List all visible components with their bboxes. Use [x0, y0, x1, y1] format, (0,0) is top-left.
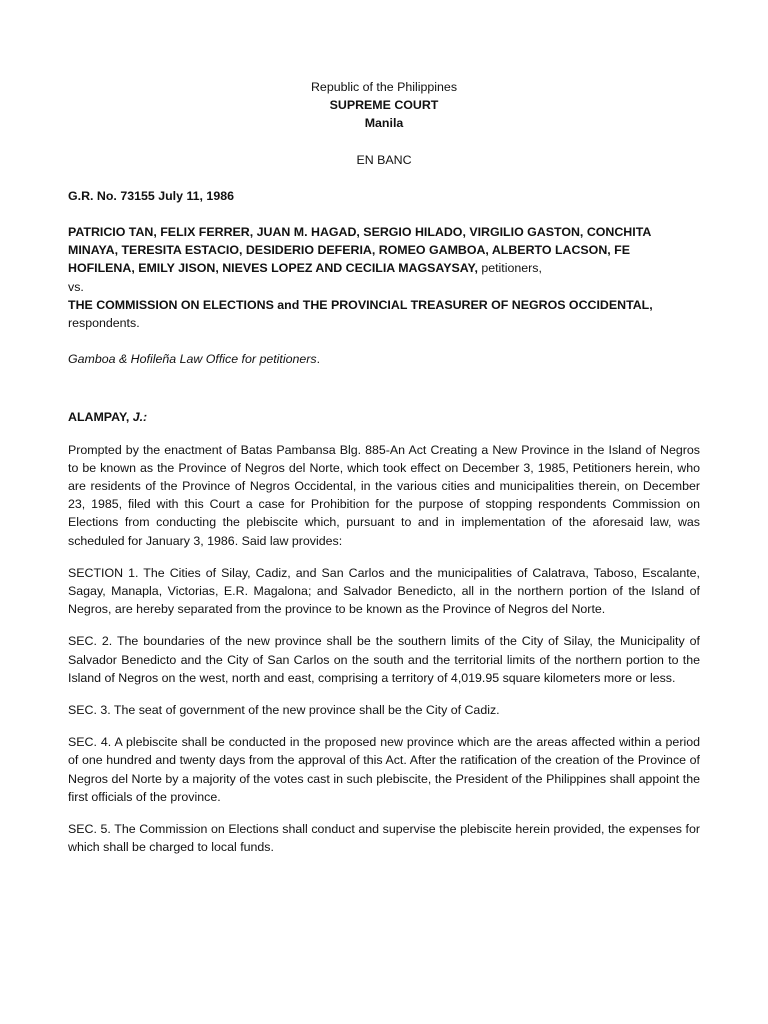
ponente-name: ALAMPAY, [68, 410, 133, 425]
petitioners-names: PATRICIO TAN, FELIX FERRER, JUAN M. HAGAD, SERGIO HILADO, VIRGILIO GASTON, CONCHITA MINAYA, TERESITA ESTACIO, DESIDERIO DEFERIA, ROMEO GAMBOA, ALBERTO LACSON, FE HOFILENA, EMILY JISON, NIEVES LOPEZ AND CECILIA MAGSAYSAY, [68, 225, 651, 276]
section-1: SECTION 1. The Cities of Silay, Cadiz, and San Carlos and the municipalities of Calatrava, Taboso, Escalante, Sagay, Manapla, Victorias, E.R. Magalona; and Salvador Benedicto, all in the northern portion of the Island of Negros, are hereby separated from the province to be known as the Province of Negros del Norte. [68, 565, 700, 617]
court-heading: SUPREME COURT [329, 98, 439, 113]
section-2: SEC. 2. The boundaries of the new province shall be the southern limits of the City of Silay, the Municipality of Salvador Benedicto and the City of San Carlos on the south and the territorial limits of the northern portion to the Island of Negros on the west, north and east, comprising a territory of 4,019.95 square kilometers more or less. [68, 634, 700, 685]
intro-paragraph: Prompted by the enactment of Batas Pambansa Blg. 885-An Act Creating a New Province in the Island of Negros to be known as the Province of Negros del Norte, which took effect on December 3, 1985, Petitioners herein, who are residents of the Province of Negros Occidental, in the various cities and municipalities therein, on December 23, 1985, filed with this Court a case for Prohibition for the purpose of stopping respondents Commission on Elections from conducting the plebiscite which, pursuant to and in implementation of the aforesaid law, was scheduled for January 3, 1986. Said law provides: [68, 442, 700, 548]
division-heading: EN BANC [356, 152, 412, 167]
counsel-name: Gamboa & Hofileña Law Office for petitioners [68, 352, 317, 367]
document-page [68, 78, 700, 871]
counsel-line [68, 350, 700, 368]
case-number: G.R. No. 73155 July 11, 1986 [68, 188, 234, 203]
city-heading: Manila [364, 116, 404, 131]
versus-label: vs. [68, 279, 84, 294]
respondents-names: THE COMMISSION ON ELECTIONS and THE PROVINCIAL TREASURER OF NEGROS OCCIDENTAL, [68, 297, 653, 312]
section-3: SEC. 3. The seat of government of the new province shall be the City of Cadiz. [68, 703, 500, 718]
respondents-role: respondents. [68, 316, 140, 331]
respondents-block [68, 296, 700, 332]
petitioners-block [68, 223, 700, 278]
ponente-suffix: J.: [132, 410, 148, 425]
republic-heading: Republic of the Philippines [310, 80, 458, 94]
section-5: SEC. 5. The Commission on Elections shall conduct and supervise the plebiscite herein provided, the expenses for which shall be charged to local funds. [68, 822, 700, 855]
ponente [68, 408, 700, 426]
petitioners-role: petitioners, [477, 261, 542, 276]
counsel-end: . [316, 352, 321, 367]
section-4: SEC. 4. A plebiscite shall be conducted in the proposed new province which are the areas affected within a period of one hundred and twenty days from the approval of this Act. After the ratification of the creation of the Province of Negros del Norte by a majority of the votes cast in such plebiscite, the President of the Philippines shall appoint the first officials of the province. [68, 735, 700, 804]
